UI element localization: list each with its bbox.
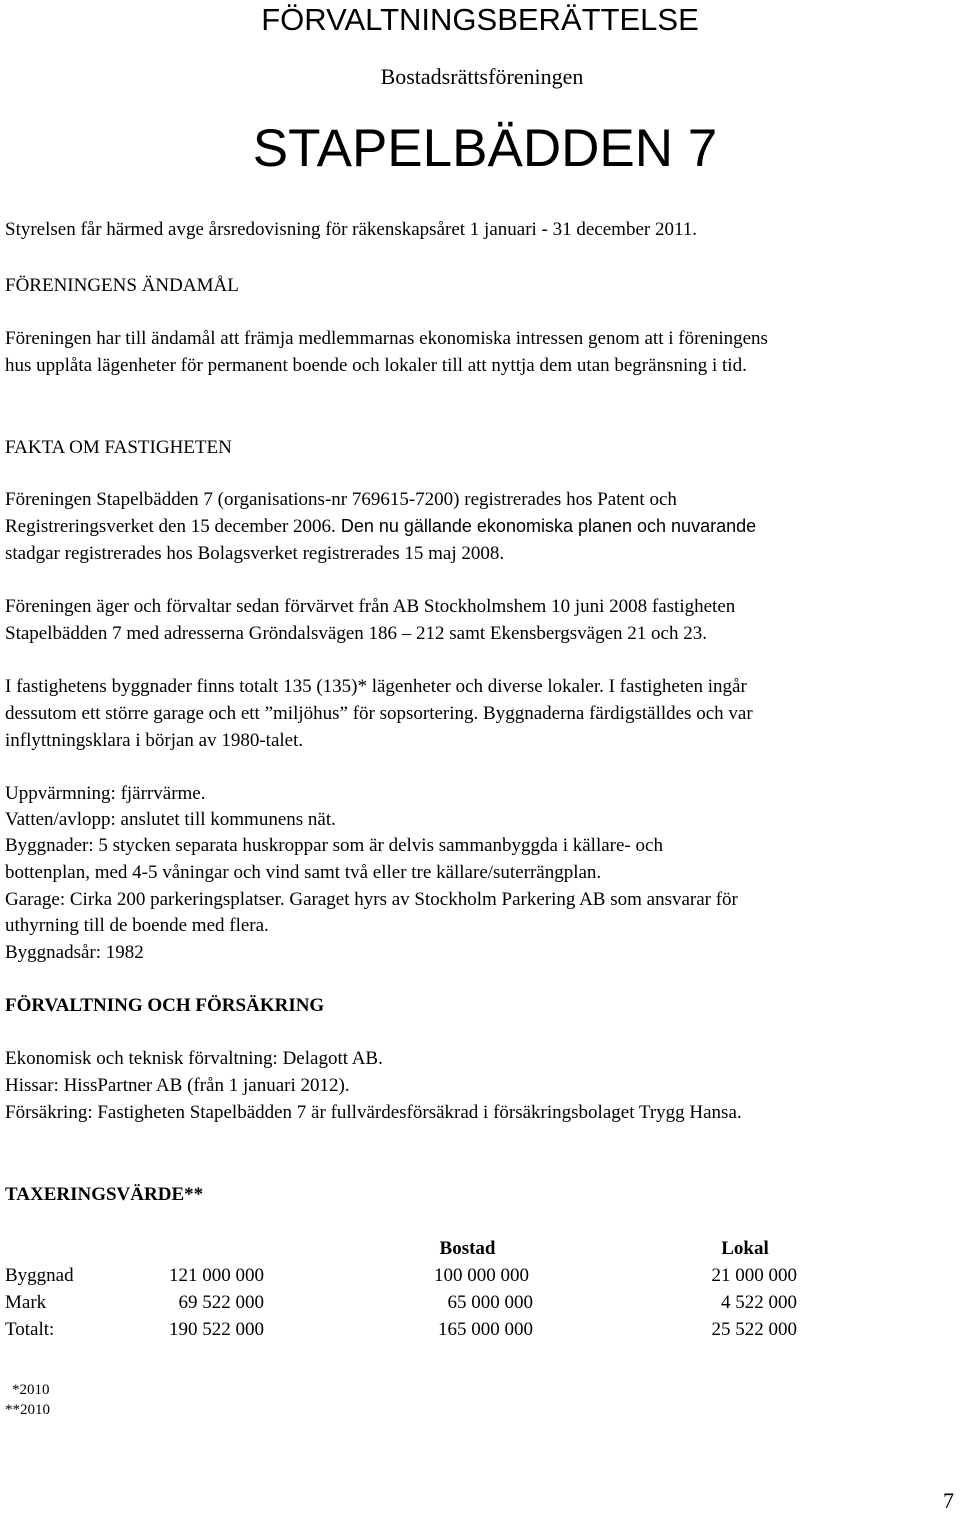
facts-para1-line-1: Föreningen Stapelbädden 7 (organisations-nr 769615-7200) registrerades hos Patent och	[5, 489, 677, 510]
row-total: 121 000 000	[169, 1265, 264, 1286]
row-bostad: 165 000 000	[438, 1319, 533, 1340]
page-number: 7	[943, 1488, 954, 1513]
facts-heading: FAKTA OM FASTIGHETEN	[5, 437, 232, 458]
detail-buildings-1: Byggnader: 5 stycken separata huskroppar som är delvis sammanbyggda i källare- och	[5, 835, 663, 856]
management-line-3: Försäkring: Fastigheten Stapelbädden 7 är fullvärdesförsäkrad i försäkringsbolaget Trygg Hansa.	[5, 1102, 742, 1123]
tax-col-bostad: Bostad	[439, 1238, 496, 1259]
facts-para1-segment-b: Den nu gällande ekonomiska planen och nuvarande	[335, 516, 757, 536]
facts-para1-segment-a: Registreringsverket den 15 december 2006.	[5, 516, 336, 537]
detail-garage-1: Garage: Cirka 200 parkeringsplatser. Garaget hyrs av Stockholm Parkering AB som ansvarar för	[5, 889, 738, 910]
row-lokal: 4 522 000	[721, 1292, 797, 1313]
intro-text: Styrelsen får härmed avge årsredovisning för räkenskapsåret 1 januari - 31 december 2011.	[5, 219, 698, 240]
detail-garage-2: uthyrning till de boende med flera.	[5, 915, 269, 936]
facts-para1-line-3: stadgar registrerades hos Bolagsverket registrerades 15 maj 2008.	[5, 543, 505, 564]
facts-para2-line-2: Stapelbädden 7 med adresserna Gröndalsvägen 186 – 212 samt Ekensbergsvägen 21 och 23.	[5, 623, 707, 644]
footnote-2: **2010	[5, 1402, 50, 1418]
purpose-line-1: Föreningen har till ändamål att främja medlemmarnas ekonomiska intressen genom att i föreningens	[5, 328, 768, 349]
tax-heading: TAXERINGSVÄRDE**	[5, 1184, 204, 1205]
facts-para1-line-2	[5, 513, 957, 540]
management-heading: FÖRVALTNING OCH FÖRSÄKRING	[5, 995, 325, 1016]
footnote-1: *2010	[12, 1382, 50, 1398]
detail-year: Byggnadsår: 1982	[5, 942, 144, 963]
association-name: STAPELBÄDDEN 7	[252, 119, 718, 178]
purpose-heading: FÖRENINGENS ÄNDAMÅL	[5, 275, 239, 296]
detail-buildings-2: bottenplan, med 4-5 våningar och vind samt två eller tre källare/suterrängplan.	[5, 862, 602, 883]
row-total: 190 522 000	[169, 1319, 264, 1340]
facts-para2-line-1: Föreningen äger och förvaltar sedan förvärvet från AB Stockholmshem 10 juni 2008 fastigheten	[5, 596, 736, 617]
management-line-2: Hissar: HissPartner AB (från 1 januari 2012).	[5, 1075, 350, 1096]
detail-water: Vatten/avlopp: anslutet till kommunens nät.	[5, 809, 336, 830]
facts-para3-line-3: inflyttningsklara i början av 1980-talet.	[5, 730, 304, 751]
tax-col-lokal: Lokal	[721, 1238, 769, 1259]
document-subtitle: Bostadsrättsföreningen	[380, 64, 584, 89]
row-lokal: 21 000 000	[711, 1265, 797, 1286]
row-total: 69 522 000	[178, 1292, 264, 1313]
row-lokal: 25 522 000	[711, 1319, 797, 1340]
row-label: Mark	[5, 1292, 47, 1313]
row-bostad: 65 000 000	[447, 1292, 533, 1313]
row-bostad: 100 000 000	[434, 1265, 529, 1286]
facts-para3-line-1: I fastighetens byggnader finns totalt 135 (135)* lägenheter och diverse lokaler. I fastigheten ingår	[5, 676, 747, 697]
row-label: Byggnad	[5, 1265, 74, 1286]
management-line-1: Ekonomisk och teknisk förvaltning: Delagott AB.	[5, 1048, 383, 1069]
row-label: Totalt:	[5, 1319, 55, 1340]
detail-heating: Uppvärmning: fjärrvärme.	[5, 783, 206, 804]
document-title: FÖRVALTNINGSBERÄTTELSE	[261, 2, 699, 37]
purpose-line-2: hus upplåta lägenheter för permanent boende och lokaler till att nyttja dem utan begränsning i tid.	[5, 355, 747, 376]
facts-para3-line-2: dessutom ett större garage och ett ”miljöhus” för sopsortering. Byggnaderna färdigställdes och var	[5, 703, 753, 724]
